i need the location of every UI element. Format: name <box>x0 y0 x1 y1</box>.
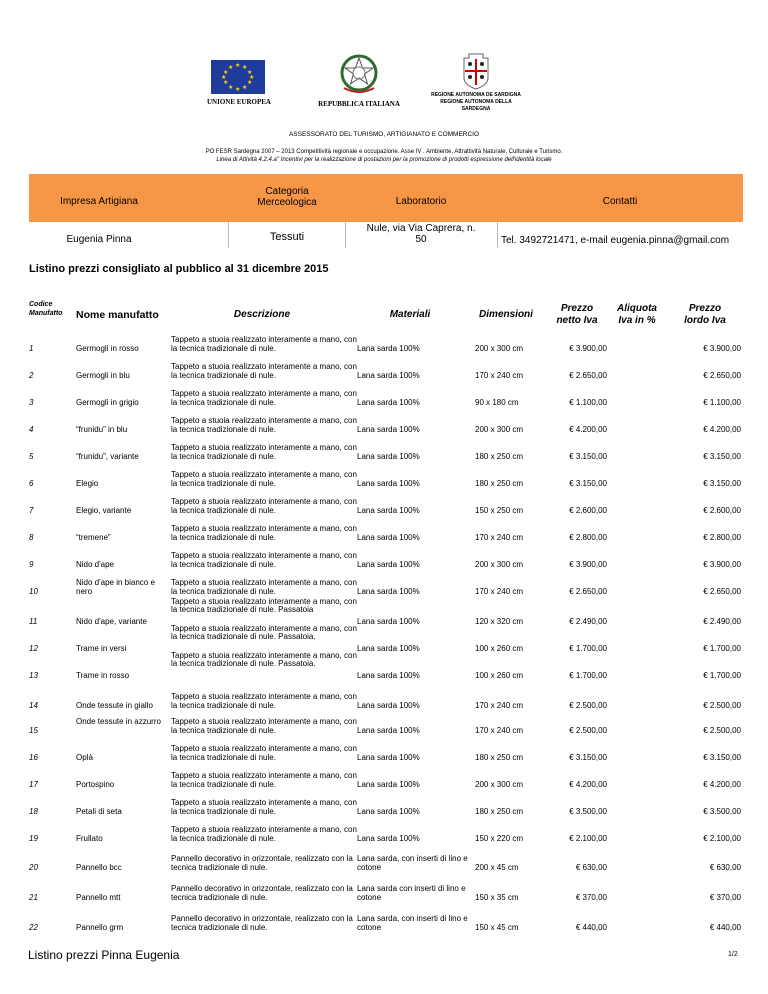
laboratorio-line-1: Nule, via Via Caprera, n. <box>366 223 476 234</box>
cell-description: Tappeto a stuoia realizzato interamente a mano, con la tecnica tradizionale di nule. Passatoia. <box>171 624 357 641</box>
table-row <box>29 739 743 766</box>
cell-price-gross: € 3.900,00 <box>703 560 741 569</box>
cell-price-gross: € 2.650,00 <box>703 587 741 596</box>
cell-name: Onde tessute in azzurro <box>76 717 161 726</box>
cell-name: Nido d'ape, variante <box>76 617 147 626</box>
cell-dimensions: 100 x 260 cm <box>475 644 524 653</box>
cell-dimensions: 170 x 240 cm <box>475 701 524 710</box>
cell-price-gross: € 1.700,00 <box>703 644 741 653</box>
cell-code: 15 <box>29 726 38 735</box>
cell-price-net: € 1.100,00 <box>569 398 607 407</box>
col-categoria-2: Merceologica <box>257 197 317 208</box>
table-row <box>29 685 743 712</box>
cell-materials: Lana sarda 100% <box>357 834 420 843</box>
table-row <box>29 766 743 793</box>
cell-description: Tappeto a stuoia realizzato interamente a mano, con la tecnica tradizionale di nule. <box>171 798 357 816</box>
cell-materials: Lana sarda 100% <box>357 344 420 353</box>
cell-code: 3 <box>29 398 34 407</box>
cell-price-gross: € 3.150,00 <box>703 753 741 762</box>
cell-dimensions: 200 x 45 cm <box>475 863 519 872</box>
cell-dimensions: 150 x 35 cm <box>475 893 519 902</box>
table-row <box>29 820 743 847</box>
col-categoria <box>229 186 345 208</box>
table-row <box>29 905 743 932</box>
cell-price-net: € 2.490,00 <box>569 617 607 626</box>
cell-dimensions: 150 x 45 cm <box>475 923 519 932</box>
cell-name: Trame in rosso <box>76 671 130 680</box>
cell-dimensions: 180 x 250 cm <box>475 753 524 762</box>
cell-dimensions: 100 x 260 cm <box>475 671 524 680</box>
cell-description: Pannello decorativo in orizzontale, realizzato con la tecnica tradizionale di nule. <box>171 914 353 932</box>
cell-dimensions: 170 x 240 cm <box>475 371 524 380</box>
cell-description: Tappeto a stuoia realizzato interamente a mano, con la tecnica tradizionale di nule. Passatoia <box>171 597 357 614</box>
cell-description: Tappeto a stuoia realizzato interamente a mano, con la tecnica tradizionale di nule. <box>171 389 357 407</box>
cell-description: Tappeto a stuoia realizzato interamente a mano, con la tecnica tradizionale di nule. <box>171 578 357 596</box>
cell-price-net: € 1.700,00 <box>569 644 607 653</box>
cell-description: Tappeto a stuoia realizzato interamente a mano, con la tecnica tradizionale di nule. <box>171 825 357 843</box>
page-number: 1/2 <box>728 951 738 958</box>
cell-name: Pannello mtt <box>76 893 121 902</box>
cell-name: Portospino <box>76 780 115 789</box>
cell-code: 18 <box>29 807 38 816</box>
cell-price-net: € 3.900,00 <box>569 560 607 569</box>
table-row <box>29 442 743 469</box>
cell-description: Tappeto a stuoia realizzato interamente a mano, con la tecnica tradizionale di nule. <box>171 692 357 710</box>
cell-price-gross: € 3.150,00 <box>703 452 741 461</box>
table-row <box>29 624 743 658</box>
cell-dimensions: 180 x 250 cm <box>475 479 524 488</box>
cell-price-net: € 2.650,00 <box>569 587 607 596</box>
cell-code: 8 <box>29 533 34 542</box>
price-list-title: Listino prezzi consigliato al pubblico al 31 dicembre 2015 <box>29 263 329 275</box>
cell-price-gross: € 3.900,00 <box>703 344 741 353</box>
header-descrizione: Descrizione <box>233 309 291 320</box>
cell-description: Tappeto a stuoia realizzato interamente a mano, con la tecnica tradizionale di nule. <box>171 470 357 488</box>
cell-materials: Lana sarda 100% <box>357 780 420 789</box>
cell-description: Tappeto a stuoia realizzato interamente a mano, con la tecnica tradizionale di nule. <box>171 497 357 515</box>
eu-logo <box>207 60 269 106</box>
cell-materials: Lana sarda 100% <box>357 701 420 710</box>
header-aliquota-1: Aliquota <box>617 303 657 314</box>
cell-price-gross: € 2.800,00 <box>703 533 741 542</box>
info-separator <box>497 222 498 248</box>
table-row <box>29 496 743 523</box>
header-prezzo-lordo <box>667 303 743 327</box>
sardinia-caption-1: REGIONE AUTONOMA DE SARDIGNA <box>431 92 521 98</box>
cell-price-gross: € 3.500,00 <box>703 807 741 816</box>
header-codice-2: Manufatto <box>29 310 63 317</box>
cell-name: Nido d'ape <box>76 560 114 569</box>
cell-price-gross: € 370,00 <box>709 893 741 902</box>
cell-name: Onde tessute in giallo <box>76 701 153 710</box>
cell-name: Germogli in blu <box>76 371 130 380</box>
table-row <box>29 361 743 388</box>
sardinia-caption-2: REGIONE AUTONOMA DELLA SARDEGNA <box>440 99 512 112</box>
cell-materials: Lana sarda 100% <box>357 726 420 735</box>
cell-price-gross: € 4.200,00 <box>703 780 741 789</box>
header-lordo-1: Prezzo <box>688 303 722 314</box>
cell-materials: Lana sarda 100% <box>357 587 420 596</box>
table-row <box>29 334 743 361</box>
cell-price-net: € 3.150,00 <box>569 452 607 461</box>
cell-code: 1 <box>29 344 34 353</box>
cell-price-gross: € 440,00 <box>709 923 741 932</box>
cell-code: 11 <box>29 617 38 626</box>
cell-code: 22 <box>29 923 38 932</box>
cell-name: “tremene” <box>76 533 111 542</box>
cell-dimensions: 200 x 300 cm <box>475 344 524 353</box>
cell-description: Tappeto a stuoia realizzato interamente a mano, con la tecnica tradizionale di nule. Passatoia. <box>171 651 357 668</box>
cell-description: Tappeto a stuoia realizzato interamente a mano, con la tecnica tradizionale di nule. <box>171 335 357 353</box>
eu-flag-icon: ★ ★ ★ ★ ★ ★ ★ ★ ★ ★ ★ ★ <box>211 60 265 94</box>
cell-dimensions: 120 x 320 cm <box>475 617 524 626</box>
cell-price-net: € 2.600,00 <box>569 506 607 515</box>
cell-materials: Lana sarda 100% <box>357 425 420 434</box>
col-categoria-1: Categoria <box>265 186 309 197</box>
table-row <box>29 415 743 442</box>
cell-price-net: € 2.500,00 <box>569 701 607 710</box>
table-row <box>29 847 743 874</box>
cell-code: 6 <box>29 479 34 488</box>
laboratorio-line-2: 50 <box>415 234 427 245</box>
header-aliquota <box>607 303 667 327</box>
cell-price-net: € 630,00 <box>575 863 607 872</box>
cell-description: Tappeto a stuoia realizzato interamente a mano, con la tecnica tradizionale di nule. <box>171 744 357 762</box>
cell-dimensions: 170 x 240 cm <box>475 533 524 542</box>
table-row <box>29 469 743 496</box>
cell-description: Tappeto a stuoia realizzato interamente a mano, con la tecnica tradizionale di nule. <box>171 524 357 542</box>
table-row <box>29 597 743 631</box>
cell-materials: Lana sarda 100% <box>357 479 420 488</box>
table-row <box>29 577 743 604</box>
table-row <box>29 651 743 685</box>
sardinia-shield-icon <box>461 52 491 90</box>
cell-materials: Lana sarda, con inserti di lino e cotone <box>357 914 468 932</box>
cell-description: Tappeto a stuoia realizzato interamente a mano, con la tecnica tradizionale di nule. <box>171 771 357 789</box>
cell-dimensions: 150 x 220 cm <box>475 834 524 843</box>
cell-description: Tappeto a stuoia realizzato interamente a mano, con la tecnica tradizionale di nule. <box>171 717 357 735</box>
italy-logo <box>318 52 400 108</box>
cell-code: 12 <box>29 644 38 653</box>
cell-materials: Lana sarda con inserti di lino e cotone <box>357 884 466 902</box>
header-dimensioni: Dimensioni <box>479 309 533 320</box>
cell-name: Elegio <box>76 479 99 488</box>
cell-price-net: € 4.200,00 <box>569 780 607 789</box>
cell-materials: Lana sarda 100% <box>357 753 420 762</box>
categoria-value: Tessuti <box>269 231 305 243</box>
cell-description: Pannello decorativo in orizzontale, realizzato con la tecnica tradizionale di nule. <box>171 854 353 872</box>
cell-code: 17 <box>29 780 38 789</box>
cell-code: 20 <box>29 863 38 872</box>
cell-code: 7 <box>29 506 34 515</box>
assessorato-line: ASSESSORATO DEL TURISMO, ARTIGIANATO E COMMERCIO <box>288 131 480 138</box>
cell-price-net: € 2.650,00 <box>569 371 607 380</box>
table-row <box>29 388 743 415</box>
cell-price-gross: € 2.650,00 <box>703 371 741 380</box>
cell-name: Germogli in rosso <box>76 344 139 353</box>
header-materiali: Materiali <box>389 309 431 320</box>
cell-name: Oplà <box>76 753 93 762</box>
cell-price-net: € 370,00 <box>575 893 607 902</box>
laboratorio-value <box>345 223 497 245</box>
cell-price-gross: € 4.200,00 <box>703 425 741 434</box>
header-codice-1: Codice <box>29 301 53 308</box>
cell-price-gross: € 1.700,00 <box>703 671 741 680</box>
italy-caption: REPUBBLICA ITALIANA <box>318 100 400 108</box>
cell-name: “frunidu”, variante <box>76 452 139 461</box>
cell-price-net: € 3.150,00 <box>569 753 607 762</box>
sardinia-logo <box>430 52 522 113</box>
cell-materials: Lana sarda 100% <box>357 398 420 407</box>
cell-materials: Lana sarda 100% <box>357 560 420 569</box>
cell-materials: Lana sarda 100% <box>357 533 420 542</box>
cell-materials: Lana sarda 100% <box>357 807 420 816</box>
business-info <box>29 174 743 248</box>
cell-price-gross: € 2.490,00 <box>703 617 741 626</box>
cell-materials: Lana sarda 100% <box>357 671 420 680</box>
cell-code: 4 <box>29 425 34 434</box>
cell-code: 21 <box>29 893 38 902</box>
eu-caption: UNIONE EUROPEA <box>207 98 271 106</box>
col-contatti: Contatti <box>602 196 638 207</box>
cell-price-net: € 2.500,00 <box>569 726 607 735</box>
cell-name: Trame in versi <box>76 644 127 653</box>
col-impresa: Impresa Artigiana <box>60 196 138 207</box>
cell-name: Pannello grm <box>76 923 124 932</box>
cell-price-gross: € 2.500,00 <box>703 726 741 735</box>
cell-price-gross: € 630,00 <box>709 863 741 872</box>
cell-price-net: € 3.500,00 <box>569 807 607 816</box>
cell-name: Pannello bcc <box>76 863 122 872</box>
header-netto-1: Prezzo <box>560 303 594 314</box>
table-row <box>29 793 743 820</box>
table-row <box>29 876 743 903</box>
cell-description: Tappeto a stuoia realizzato interamente a mano, con la tecnica tradizionale di nule. <box>171 443 357 461</box>
cell-materials: Lana sarda 100% <box>357 644 420 653</box>
cell-dimensions: 200 x 300 cm <box>475 425 524 434</box>
cell-dimensions: 180 x 250 cm <box>475 807 524 816</box>
cell-name: “frunidu” in blu <box>76 425 128 434</box>
cell-price-net: € 3.900,00 <box>569 344 607 353</box>
header-codice <box>29 300 73 318</box>
cell-price-gross: € 3.150,00 <box>703 479 741 488</box>
cell-dimensions: 200 x 300 cm <box>475 560 524 569</box>
cell-price-gross: € 2.100,00 <box>703 834 741 843</box>
cell-description: Tappeto a stuoia realizzato interamente a mano, con la tecnica tradizionale di nule. <box>171 362 357 380</box>
cell-name: Germogli in grigio <box>76 398 139 407</box>
cell-price-gross: € 1.100,00 <box>703 398 741 407</box>
cell-price-gross: € 2.600,00 <box>703 506 741 515</box>
footer-title: Listino prezzi Pinna Eugenia <box>28 948 180 962</box>
cell-dimensions: 180 x 250 cm <box>475 452 524 461</box>
cell-description: Tappeto a stuoia realizzato interamente a mano, con la tecnica tradizionale di nule. <box>171 551 357 569</box>
cell-code: 10 <box>29 587 38 596</box>
cell-code: 2 <box>29 371 34 380</box>
contatti-value: Tel. 3492721471, e-mail eugenia.pinna@gmail.com <box>501 235 730 246</box>
cell-price-net: € 2.800,00 <box>569 533 607 542</box>
table-row <box>29 550 743 577</box>
table-header <box>29 300 743 334</box>
cell-dimensions: 170 x 240 cm <box>475 587 524 596</box>
cell-price-net: € 440,00 <box>575 923 607 932</box>
cell-code: 14 <box>29 701 38 710</box>
cell-description: Tappeto a stuoia realizzato interamente a mano, con la tecnica tradizionale di nule. <box>171 416 357 434</box>
italian-emblem-icon <box>338 52 380 96</box>
cell-materials: Lana sarda 100% <box>357 617 420 626</box>
cell-price-net: € 1.700,00 <box>569 671 607 680</box>
por-line-2: Linea di Attività 4.2.4.a" Incentivi per la realizzazione di postazioni per la promozione di prodotti espressione dell'identità locale <box>216 157 552 163</box>
cell-code: 16 <box>29 753 38 762</box>
cell-code: 13 <box>29 671 38 680</box>
cell-price-net: € 4.200,00 <box>569 425 607 434</box>
cell-description: Pannello decorativo in orizzontale, realizzato con la tecnica tradizionale di nule. <box>171 884 353 902</box>
cell-dimensions: 170 x 240 cm <box>475 726 524 735</box>
header-lordo-2: lordo Iva <box>684 315 726 326</box>
cell-materials: Lana sarda 100% <box>357 371 420 380</box>
cell-price-net: € 2.100,00 <box>569 834 607 843</box>
cell-dimensions: 90 x 180 cm <box>475 398 519 407</box>
cell-materials: Lana sarda 100% <box>357 452 420 461</box>
col-laboratorio: Laboratorio <box>395 196 447 207</box>
header-prezzo-netto <box>547 303 607 327</box>
header-netto-2: netto Iva <box>556 315 598 326</box>
cell-materials: Lana sarda, con inserti di lino e cotone <box>357 854 468 872</box>
cell-name: Frullato <box>76 834 103 843</box>
cell-code: 19 <box>29 834 38 843</box>
cell-name: Elegio, variante <box>76 506 132 515</box>
cell-code: 9 <box>29 560 34 569</box>
cell-name: Nido d'ape in bianco e nero <box>76 578 155 596</box>
header-aliquota-2: Iva in % <box>618 315 656 326</box>
cell-price-net: € 3.150,00 <box>569 479 607 488</box>
cell-materials: Lana sarda 100% <box>357 506 420 515</box>
cell-dimensions: 200 x 300 cm <box>475 780 524 789</box>
cell-name: Petali di seta <box>76 807 122 816</box>
cell-price-gross: € 2.500,00 <box>703 701 741 710</box>
impresa-value: Eugenia Pinna <box>66 234 132 245</box>
table-row <box>29 523 743 550</box>
logos-bar <box>0 52 768 122</box>
table-row <box>29 712 743 739</box>
cell-code: 5 <box>29 452 34 461</box>
cell-dimensions: 150 x 250 cm <box>475 506 524 515</box>
header-nome: Nome manufatto <box>76 309 159 321</box>
por-line-1: PO FESR Sardegna 2007 – 2013 Competitività regionale e occupazione. Asse IV . Ambiente, Attrattività Naturale, Culturale e Turismo. <box>205 149 563 155</box>
